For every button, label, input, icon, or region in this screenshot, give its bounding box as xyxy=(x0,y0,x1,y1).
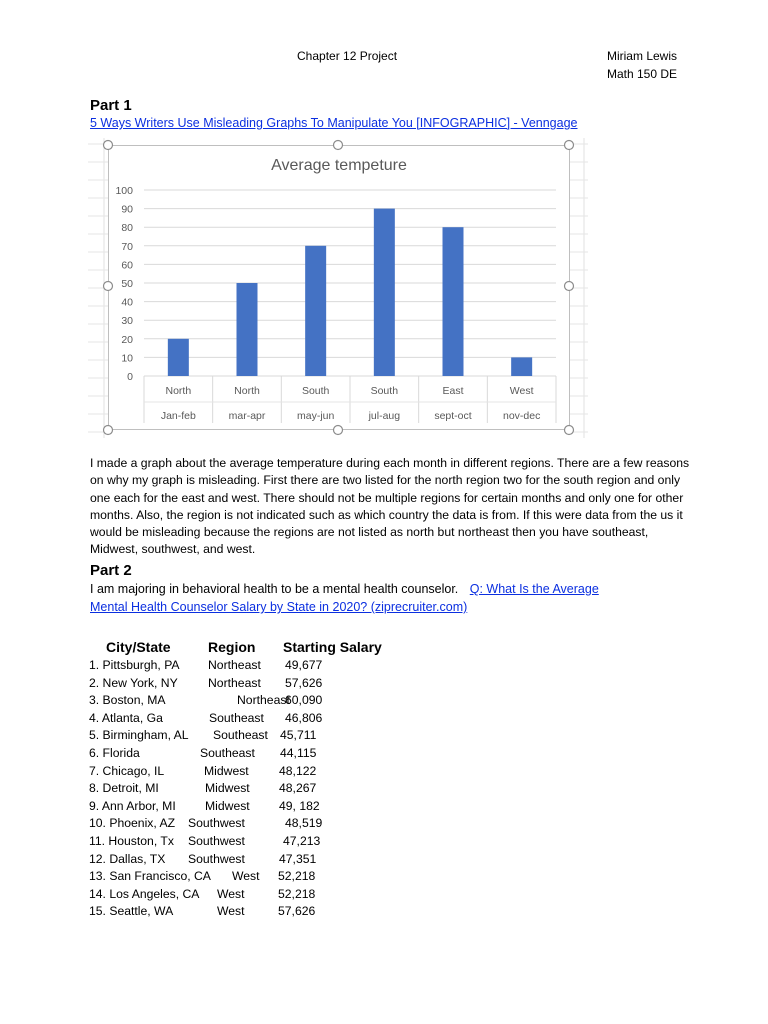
table-row xyxy=(89,763,409,781)
cell-region: Southeast xyxy=(209,710,264,725)
x-subcategory-label: Jan-feb xyxy=(160,410,196,422)
cell-salary: 47,351 xyxy=(279,851,317,866)
resize-handle-bottom-left xyxy=(104,426,113,435)
table-row xyxy=(89,798,409,816)
part2-intro: I am majoring in behavioral health to be a mental health counselor. xyxy=(90,582,459,596)
cell-salary: 46,806 xyxy=(285,710,323,725)
cell-city: 8. Detroit, MI xyxy=(89,781,159,796)
venngage-link[interactable]: 5 Ways Writers Use Misleading Graphs To Manipulate You [INFOGRAPHIC] - Venngage xyxy=(90,116,578,130)
table-row xyxy=(89,675,409,693)
y-tick-label: 70 xyxy=(121,240,133,253)
cell-city: 6. Florida xyxy=(89,745,140,760)
part1-heading: Part 1 xyxy=(90,97,132,114)
resize-handle-bottom-right xyxy=(565,426,574,435)
table-row xyxy=(89,692,409,710)
table-row xyxy=(89,851,409,869)
table-row xyxy=(89,815,409,833)
x-subcategory-label: jul-aug xyxy=(368,410,401,422)
cell-salary: 47,213 xyxy=(283,833,321,848)
chart-title: Average tempeture xyxy=(271,157,407,174)
part2-heading: Part 2 xyxy=(90,562,132,579)
cell-city: 15. Seattle, WA xyxy=(89,904,174,919)
y-tick-label: 90 xyxy=(121,203,133,216)
cell-city: 14. Los Angeles, CA xyxy=(89,886,200,901)
salary-table xyxy=(89,657,409,921)
part2-intro-line xyxy=(90,582,599,596)
resize-handle-right xyxy=(565,282,574,291)
col-header-region: Region xyxy=(208,639,256,655)
cell-city: 11. Houston, Tx xyxy=(89,833,174,848)
author-name: Miriam Lewis xyxy=(606,49,677,63)
x-subcategory-label: nov-dec xyxy=(502,410,541,422)
y-tick-label: 60 xyxy=(121,259,133,272)
cell-region: West xyxy=(217,886,245,901)
y-tick-label: 30 xyxy=(121,315,133,328)
cell-salary: 45,711 xyxy=(280,728,317,743)
ziprecruiter-link-part1[interactable]: Q: What Is the Average xyxy=(469,582,599,596)
table-row xyxy=(89,657,409,675)
cell-region: Midwest xyxy=(204,763,249,778)
cell-salary: 48,519 xyxy=(285,816,323,831)
cell-salary: 44,115 xyxy=(280,745,317,760)
cell-region: Midwest xyxy=(205,798,250,813)
document-title: Chapter 12 Project xyxy=(297,49,398,63)
cell-region: Northeast xyxy=(208,658,261,672)
cell-region: Northeast xyxy=(208,675,261,690)
x-category-label: West xyxy=(509,385,534,397)
x-subcategory-label: mar-apr xyxy=(228,410,266,422)
cell-salary: 52,218 xyxy=(278,886,316,901)
table-row xyxy=(89,745,409,763)
cell-region: Midwest xyxy=(205,781,250,796)
cell-city: 12. Dallas, TX xyxy=(89,851,166,866)
cell-city: 10. Phoenix, AZ xyxy=(89,816,176,831)
cell-salary: 49,677 xyxy=(285,658,323,672)
cell-salary: 52,218 xyxy=(278,869,316,884)
ziprecruiter-link-part2[interactable]: Mental Health Counselor Salary by State in 2020? (ziprecruiter.com) xyxy=(90,600,468,614)
table-row xyxy=(89,727,409,745)
cell-region: Northeast xyxy=(237,693,290,708)
x-category-label: North xyxy=(165,385,192,397)
table-row xyxy=(89,868,409,886)
cell-region: West xyxy=(217,904,245,919)
cell-region: Southwest xyxy=(188,833,245,848)
y-tick-label: 50 xyxy=(121,278,133,290)
resize-handle-top xyxy=(334,141,343,150)
resize-handle-top-left xyxy=(104,141,113,150)
chart-selection-handles[interactable] xyxy=(100,137,580,439)
cell-city: 7. Chicago, IL xyxy=(89,763,165,778)
y-tick-label: 0 xyxy=(127,371,133,383)
course-name: Math 150 DE xyxy=(606,67,677,81)
table-row xyxy=(89,886,409,904)
y-tick-label: 20 xyxy=(121,333,133,346)
cell-city: 3. Boston, MA xyxy=(89,693,166,708)
cell-city: 13. San Francisco, CA xyxy=(89,869,211,884)
cell-region: Southeast xyxy=(213,728,268,743)
table-row xyxy=(89,833,409,851)
x-subcategory-label: sept-oct xyxy=(434,410,472,422)
cell-salary: 57,626 xyxy=(285,675,323,690)
col-header-city: City/State xyxy=(106,639,171,655)
cell-city: 4. Atlanta, Ga xyxy=(89,710,163,725)
y-tick-label: 80 xyxy=(121,222,133,235)
resize-handle-left xyxy=(104,282,113,291)
cell-region: Southwest xyxy=(188,851,245,866)
cell-salary: 48,122 xyxy=(279,763,317,778)
table-row xyxy=(89,780,409,798)
table-row xyxy=(89,903,409,921)
y-tick-label: 40 xyxy=(121,296,133,309)
resize-handle-top-right xyxy=(565,141,574,150)
cell-city: 2. New York, NY xyxy=(89,675,178,690)
cell-region: West xyxy=(232,869,260,884)
x-category-label: East xyxy=(442,385,464,397)
cell-salary: 49, 182 xyxy=(279,798,320,813)
cell-region: Southeast xyxy=(200,745,255,760)
x-category-label: South xyxy=(301,385,330,397)
x-subcategory-label: may-jun xyxy=(296,410,335,422)
table-row xyxy=(89,710,409,728)
col-header-salary: Starting Salary xyxy=(283,639,382,655)
y-tick-label: 10 xyxy=(121,352,133,365)
cell-city: 1. Pittsburgh, PA xyxy=(89,658,180,672)
cell-salary: 57,626 xyxy=(278,904,316,919)
part1-paragraph: I made a graph about the average temperature during each month in different regions. There are a few reasons on why my graph is misleading. First there are two listed for the north region two for the south region and only one each for the east and west. There should not be multiple regions for certain months and only one for other months. Also, the region is not indicated such as which country the data is from. If this were data from the us it would be misleading because the regions are not listed as north but northeast then you have southeast, Midwest, southwest, and west. xyxy=(90,456,690,557)
cell-city: 9. Ann Arbor, MI xyxy=(89,798,176,813)
cell-salary: 48,267 xyxy=(279,781,317,796)
resize-handle-bottom xyxy=(334,426,343,435)
y-tick-label: 100 xyxy=(115,185,133,197)
cell-city: 5. Birmingham, AL xyxy=(89,728,189,743)
cell-region: Southwest xyxy=(188,816,245,831)
x-category-label: North xyxy=(234,385,260,397)
x-category-label: South xyxy=(370,385,399,397)
cell-salary: 60,090 xyxy=(285,693,323,708)
